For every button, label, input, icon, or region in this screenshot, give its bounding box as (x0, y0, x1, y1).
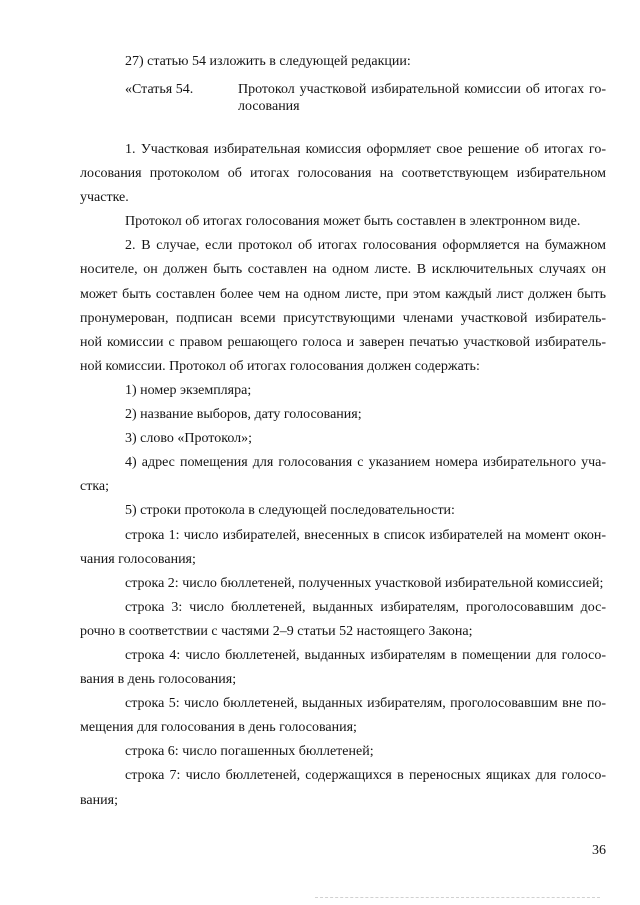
paragraph-line: строка 1: число избирателей, внесенных в список избирателей на момент окон- (125, 527, 606, 543)
paragraph-line: 3) слово «Протокол»; (125, 431, 253, 447)
article-title-line: лосования (238, 99, 300, 114)
paragraph-line: рочно в соответствии с частями 2–9 статьи 52 настоящего Закона; (80, 623, 473, 639)
protocol-row-item (80, 644, 606, 692)
paragraph-line: 2) название выборов, дату голосования; (125, 407, 362, 423)
paragraph-line: строка 4: число бюллетеней, выданных избирателям в помещении для голосо- (125, 647, 606, 663)
paragraph-line: участке. (80, 190, 129, 206)
protocol-row-item (80, 764, 606, 812)
protocol-row-item (80, 524, 606, 572)
list-item (80, 427, 606, 451)
paragraph (80, 210, 606, 234)
paragraph-line: вания в день голосования; (80, 672, 237, 688)
paragraph-line: носителе, он должен быть составлен на одном листе. В исключительных случаях он (80, 262, 606, 278)
article-label: «Статья 54. (125, 82, 194, 97)
paragraph-line: 1) номер экземпляра; (125, 382, 252, 398)
paragraph-line: ной комиссии с правом решающего голоса и заверен печатью участковой избиратель- (80, 334, 606, 350)
protocol-row-item (80, 740, 606, 764)
paragraph-line: может быть составлен более чем на одном листе, при этом каждый лист должен быть (80, 286, 606, 302)
paragraph-line: строка 2: число бюллетеней, полученных участковой избирательной комиссией; (125, 575, 604, 591)
page-number: 36 (592, 843, 606, 858)
page-content (80, 50, 606, 813)
paragraph-line: вания; (80, 792, 118, 808)
protocol-row-item (80, 572, 606, 596)
scan-edge-line (315, 897, 600, 898)
paragraph-line: строка 7: число бюллетеней, содержащихся в переносных ящиках для голосо- (125, 768, 606, 784)
paragraph-line: 2. В случае, если протокол об итогах голосования оформляется на бумажном (125, 238, 606, 254)
list-item (80, 403, 606, 427)
article-title-line: Протокол участковой избирательной комиссии об итогах го- (238, 82, 606, 97)
amendment-item: 27) статью 54 изложить в следующей редакции: (125, 54, 411, 69)
paragraph (80, 234, 606, 379)
paragraph-line: строка 6: число погашенных бюллетеней; (125, 744, 374, 760)
list-item (80, 499, 606, 523)
list-item (80, 451, 606, 499)
paragraph-line: чания голосования; (80, 551, 196, 567)
paragraph-line: строка 3: число бюллетеней, выданных избирателям, проголосовавшим дос- (125, 599, 606, 615)
paragraph-line: 1. Участковая избирательная комиссия оформляет свое решение об итогах го- (125, 142, 606, 157)
article-body (80, 138, 606, 813)
article-title (238, 81, 606, 115)
paragraph-line: лосования протоколом об итогах голосования на соответствующем избирательном (80, 166, 606, 182)
paragraph-line: 5) строки протокола в следующей последовательности: (125, 503, 455, 519)
protocol-row-item (80, 692, 606, 740)
article-heading (80, 81, 606, 115)
paragraph-line: 4) адрес помещения для голосования с указанием номера избирательного уча- (125, 455, 606, 471)
paragraph-line: стка; (80, 479, 110, 495)
paragraph (80, 138, 606, 210)
paragraph-line: пронумерован, подписан всеми присутствующими членами участковой избиратель- (80, 310, 606, 326)
paragraph-line: Протокол об итогах голосования может быть составлен в электронном виде. (125, 214, 581, 230)
paragraph-line: мещения для голосования в день голосования; (80, 720, 357, 736)
list-item (80, 379, 606, 403)
paragraph-line: ной комиссии. Протокол об итогах голосования должен содержать: (80, 358, 480, 374)
paragraph-line: строка 5: число бюллетеней, выданных избирателям, проголосовавшим вне по- (125, 696, 606, 712)
protocol-row-item (80, 596, 606, 644)
